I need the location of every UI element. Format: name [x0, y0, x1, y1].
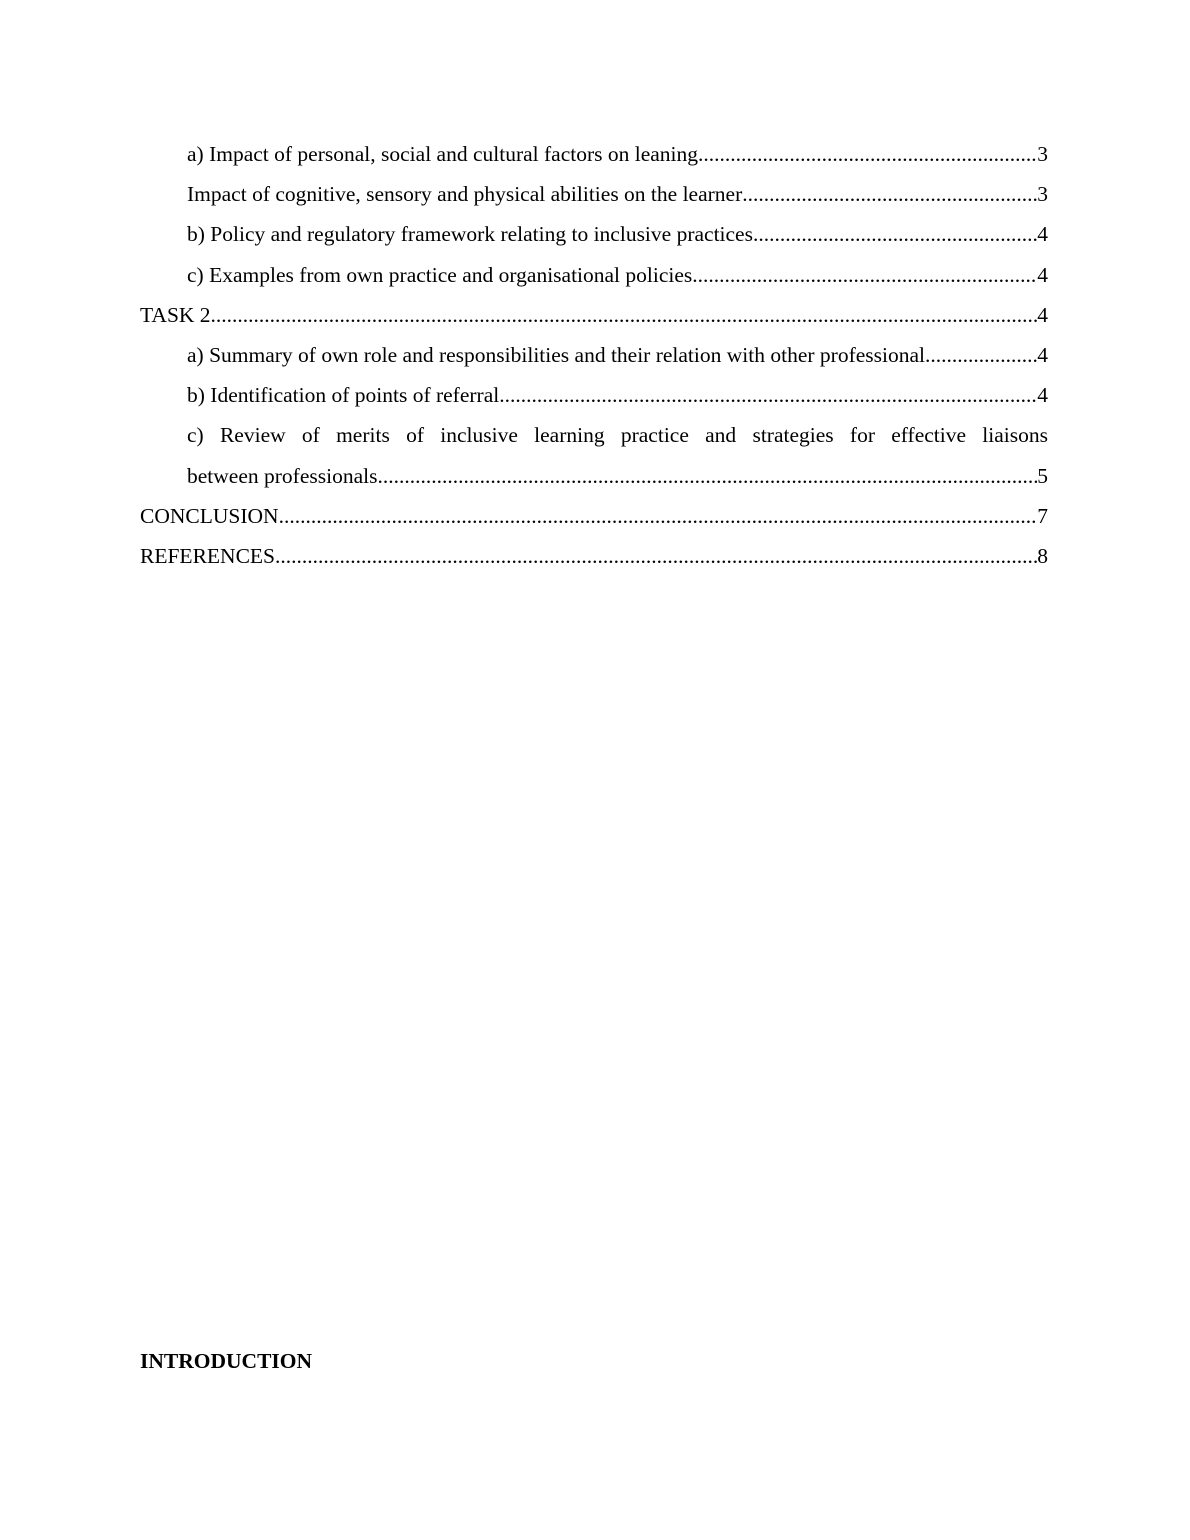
toc-page-number: 3 — [1037, 182, 1048, 207]
toc-entry-continuation — [187, 456, 1048, 496]
dot-leader — [753, 214, 1037, 254]
toc-entry[interactable] — [140, 496, 1048, 536]
toc-entry-title: c) Examples from own practice and organisational policies — [187, 262, 693, 287]
toc-entry[interactable] — [140, 174, 1048, 214]
toc-page-number: 4 — [1037, 222, 1048, 247]
section-heading-introduction: INTRODUCTION — [140, 1349, 313, 1373]
toc-entry-title: a) Impact of personal, social and cultural factors on leaning — [187, 142, 699, 166]
toc-entry[interactable] — [140, 214, 1048, 254]
toc-page-number: 3 — [1037, 142, 1048, 166]
toc-entry[interactable] — [140, 375, 1048, 415]
dot-leader — [698, 134, 1037, 174]
toc-entry[interactable] — [140, 295, 1048, 335]
toc-entry-title-line-2: between professionals — [187, 463, 378, 488]
dot-leader — [499, 375, 1037, 415]
toc-page-number: 7 — [1037, 503, 1048, 528]
toc-entry[interactable] — [140, 335, 1048, 375]
toc-page-number: 5 — [1037, 463, 1048, 488]
dot-leader — [925, 335, 1037, 375]
toc-page-number: 4 — [1037, 302, 1048, 327]
dot-leader — [211, 295, 1038, 335]
toc-entry[interactable] — [140, 536, 1048, 576]
toc-entry-title: TASK 2 — [140, 302, 211, 327]
toc-page-number: 4 — [1037, 383, 1048, 408]
dot-leader — [742, 174, 1037, 214]
toc-entry[interactable] — [140, 415, 1048, 495]
toc-entry-title: CONCLUSION — [140, 503, 279, 528]
toc-entry-title: b) Policy and regulatory framework relating to inclusive practices — [187, 222, 753, 247]
toc-entry-title: REFERENCES — [140, 544, 275, 569]
toc-entry-title: a) Summary of own role and responsibilities and their relation with other professional — [187, 343, 925, 368]
dot-leader — [275, 536, 1037, 576]
dot-leader — [377, 456, 1037, 496]
toc-entry[interactable] — [140, 255, 1048, 295]
toc-entry[interactable] — [140, 134, 1048, 174]
toc-entry-title: Impact of cognitive, sensory and physical abilities on the learner — [187, 182, 743, 207]
toc-page-number: 8 — [1037, 544, 1048, 569]
toc-entry-title: b) Identification of points of referral — [187, 383, 500, 408]
toc-page-number: 4 — [1037, 262, 1048, 287]
toc-entry-title-line-1: c) Review of merits of inclusive learning practice and strategies for effective liaisons — [187, 423, 1048, 448]
dot-leader — [692, 255, 1037, 295]
table-of-contents — [140, 134, 1048, 576]
dot-leader — [279, 496, 1038, 536]
toc-page-number: 4 — [1037, 343, 1048, 368]
